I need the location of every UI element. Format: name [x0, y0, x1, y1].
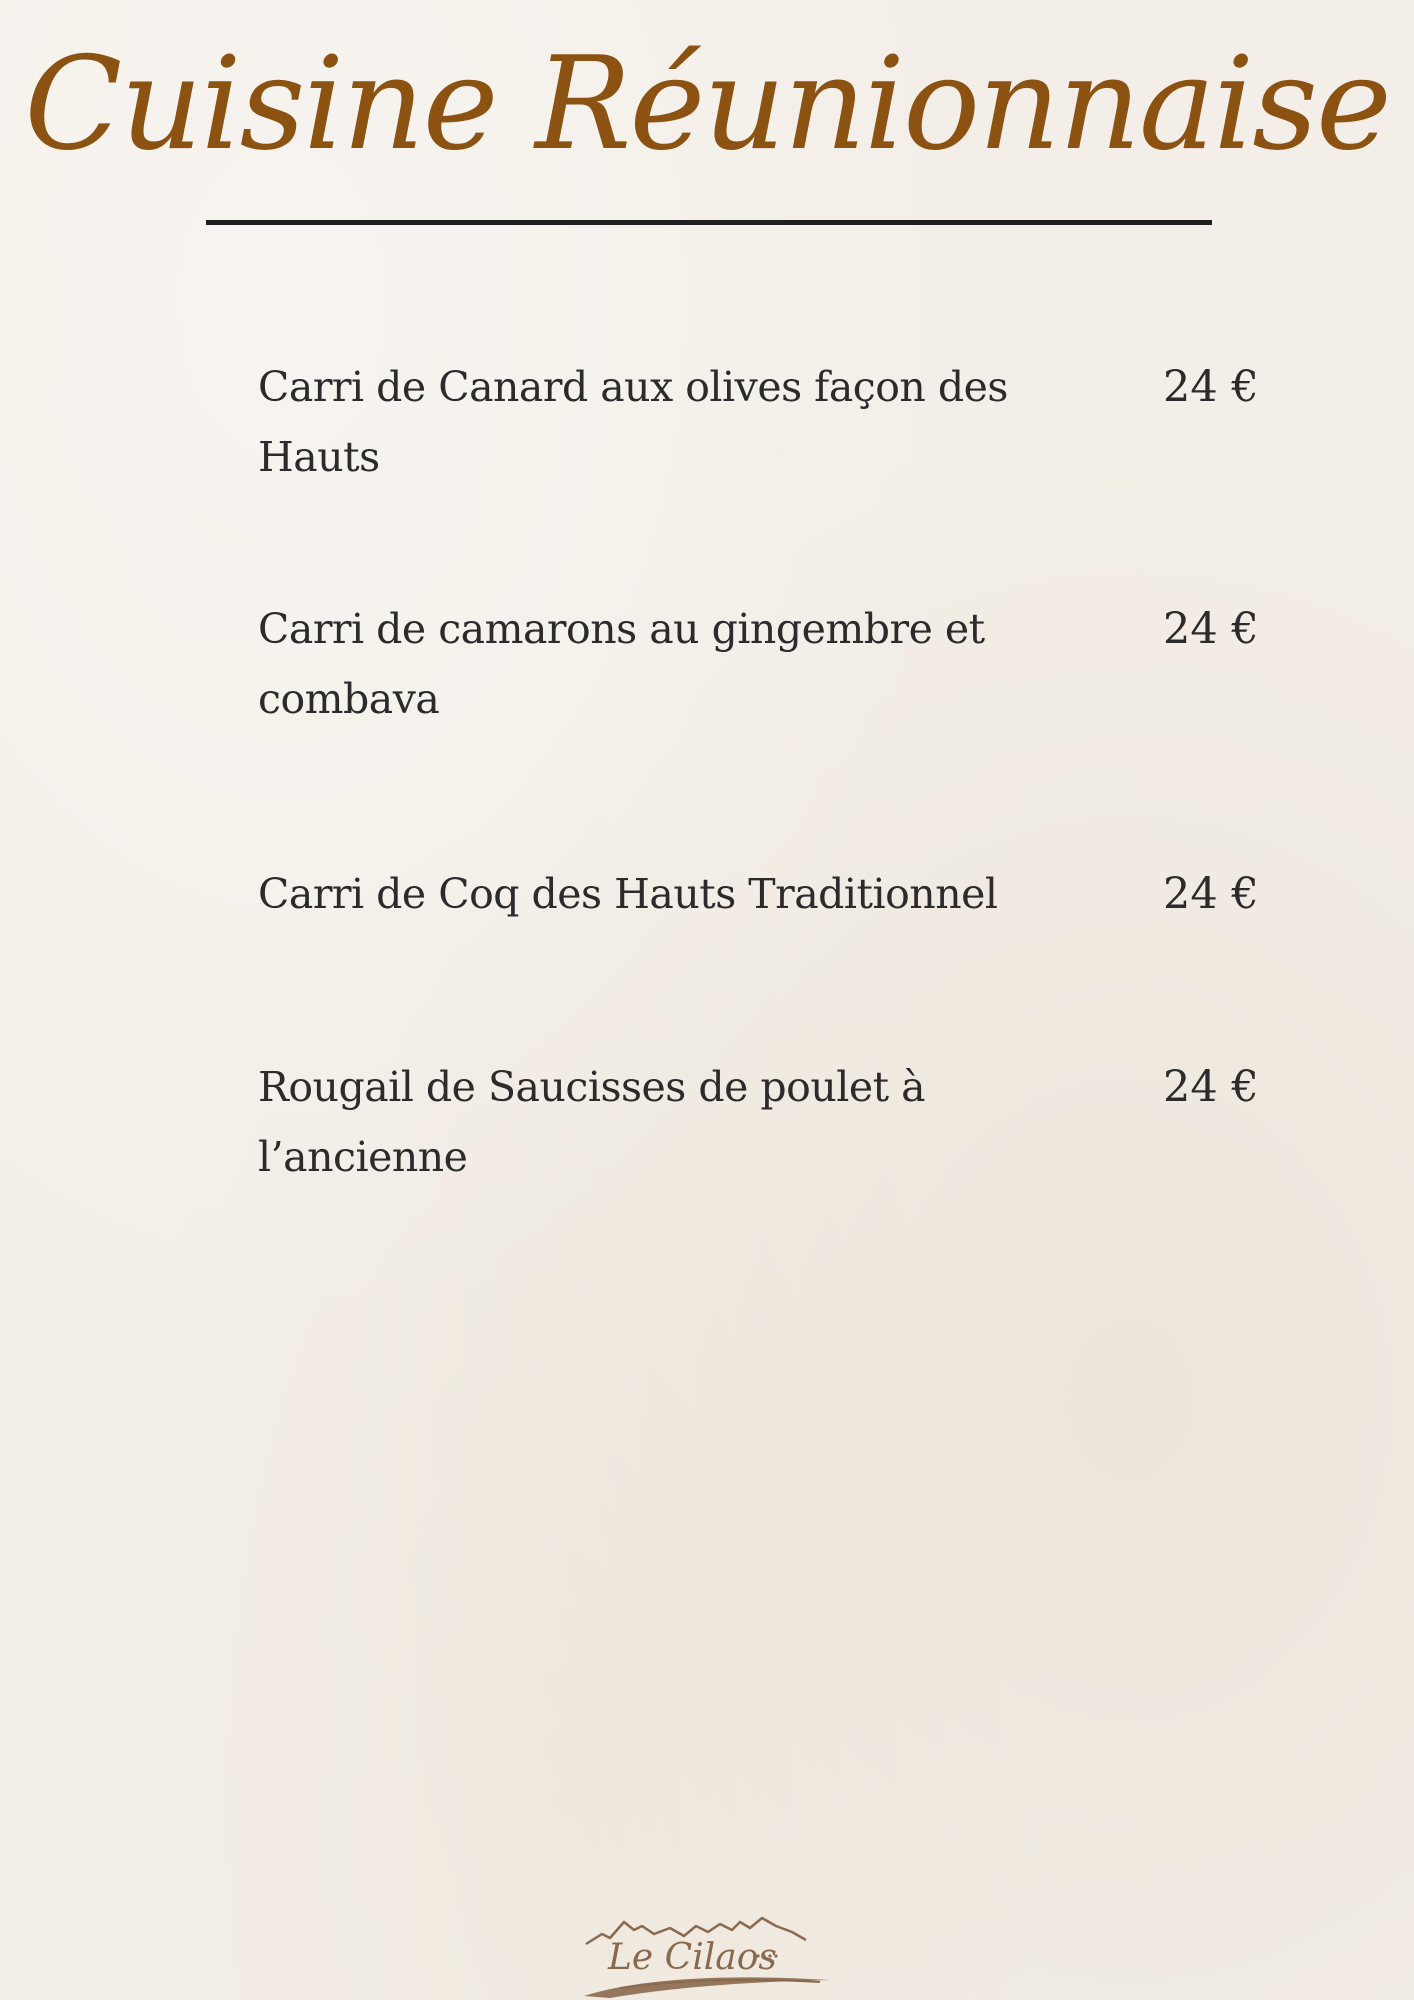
menu-item-name: Carri de camarons au gingembre et combava	[258, 605, 985, 723]
page-title: Cuisine Réunionnaise	[24, 30, 1390, 179]
restaurant-logo	[580, 1908, 836, 2000]
menu-item-price: 24 €	[1163, 604, 1259, 654]
menu-item-price: 24 €	[1163, 362, 1259, 412]
logo-text: Le Cilaos	[608, 1937, 777, 1978]
menu-item-name: Rougail de Saucisses de poulet à l’ancienne	[258, 1063, 926, 1181]
menu-item-price: 24 €	[1163, 1062, 1259, 1112]
menu-item-name: Carri de Coq des Hauts Traditionnel	[258, 870, 998, 918]
title-underline	[206, 220, 1212, 225]
menu-item-price: 24 €	[1163, 869, 1259, 919]
menu-item-name: Carri de Canard aux olives façon des Hauts	[258, 363, 1008, 481]
